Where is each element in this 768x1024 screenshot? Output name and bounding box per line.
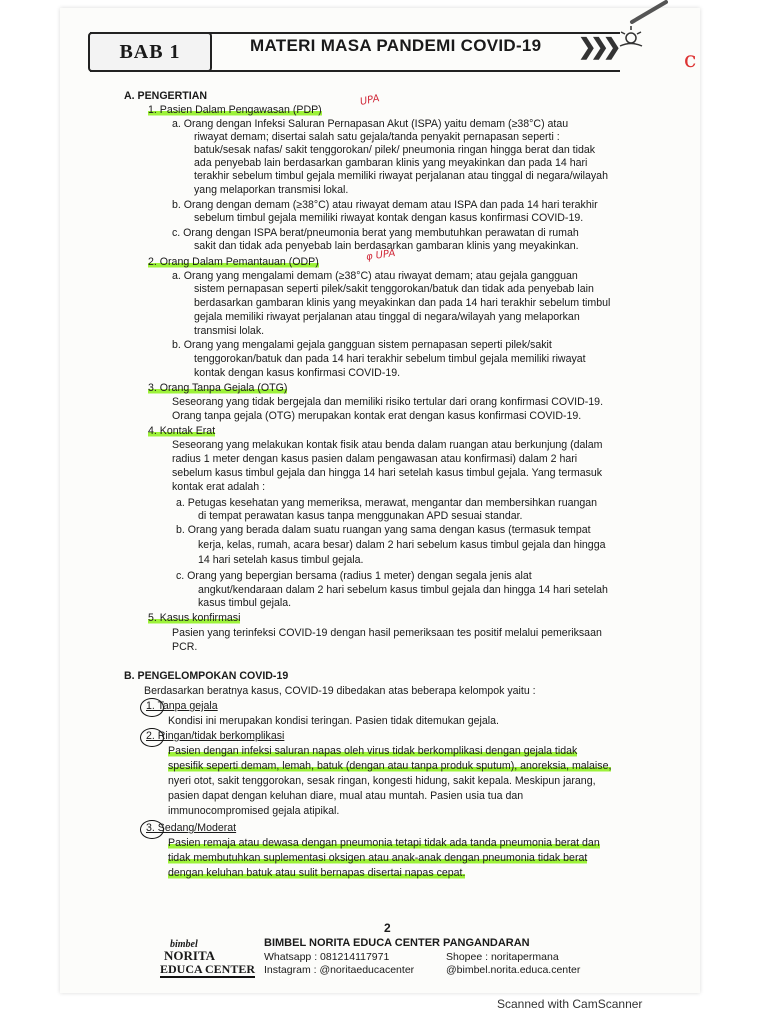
text-line: a. Orang yang mengalami demam (≥38°C) atau riwayat demam; atau gejala gangguan xyxy=(172,270,578,282)
text-line: 4. Kontak Erat xyxy=(148,425,216,437)
text-line: riwayat demam; disertai salah satu gejala/tanda penyakit pernapasan seperti : xyxy=(194,131,560,143)
handwritten-circle xyxy=(140,728,164,747)
footer-logo xyxy=(160,938,256,984)
chevron-arrows-icon: ❯❯❯ xyxy=(578,34,616,59)
text-line: c. Orang dengan ISPA berat/pneumonia berat yang membutuhkan perawatan di rumah xyxy=(172,227,579,239)
text-line: 2. Ringan/tidak berkomplikasi xyxy=(146,730,285,742)
text-line: a. Petugas kesehatan yang memeriksa, merawat, mengantar dan membersihkan ruangan xyxy=(176,497,598,509)
handwritten-note: UPA xyxy=(359,93,381,108)
text-line: kasus timbul gejala. xyxy=(198,597,292,609)
text-line: ada penyebab lain berdasarkan gambaran klinis yang meyakinkan dan pada 14 hari xyxy=(194,157,588,169)
chapter-label: BAB 1 xyxy=(88,32,212,72)
text-line: PCR. xyxy=(172,641,198,653)
text-line: kerja, kelas, rumah, acara besar) dalam 2 hari sebelum kasus timbul gejala dan hingga xyxy=(198,539,606,551)
text-line: Pasien remaja atau dewasa dengan pneumonia tetapi tidak ada tanda pneumonia berat dan xyxy=(168,837,600,849)
text-line: Seseorang yang tidak bergejala dan memiliki risiko tertular dari orang konfirmasi COVID-19. xyxy=(172,396,604,408)
text-line: 14 hari setelah kasus timbul gejala. xyxy=(198,554,364,566)
text-line: sebelum timbul gejala memiliki riwayat kontak dengan kasus konfirmasi COVID-19. xyxy=(194,212,584,224)
text-line: dengan keluhan batuk atau sulit bernapas disertai napas cepat. xyxy=(168,867,466,879)
text-line: Pasien yang terinfeksi COVID-19 dengan hasil pemeriksaan tes positif melalui pemeriksaan xyxy=(172,627,602,639)
footer-instagram: Instagram : @noritaeducacenter xyxy=(264,964,415,976)
text-line: 3. Sedang/Moderat xyxy=(146,822,237,834)
text-line: immunocompromised gejala atipikal. xyxy=(168,805,340,817)
text-line: spesifik seperti demam, lemah, batuk (dengan atau tanpa produk sputum), anoreksia, malaise, xyxy=(168,760,612,772)
page-number: 2 xyxy=(384,921,391,935)
text-line: b. Orang dengan demam (≥38°C) atau riwayat demam atau ISPA dan pada 14 hari terakhir xyxy=(172,199,598,211)
text-line: b. Orang yang berada dalam suatu ruangan yang sama dengan kasus (termasuk tempat xyxy=(176,524,591,536)
handwritten-note: φ UPA xyxy=(365,248,397,263)
text-line: b. Orang yang mengalami gejala gangguan sistem pernapasan seperti pilek/sakit xyxy=(172,339,552,351)
text-line: sakit dan tidak ada penyebab lain berdasarkan gambaran klinis yang meyakinkan. xyxy=(194,240,579,252)
text-line: batuk/sesak nafas/ sakit tenggorokan/ pilek/ pneumonia ringan hingga berat dan tidak xyxy=(194,144,596,156)
text-line: pasien dapat dengan keluhan diare, mual atau muntah. Pasien usia tua dan xyxy=(168,790,524,802)
text-line: sebelum kasus timbul gejala dan hingga 14 hari setelah kasus timbul gejala. Yang termasuk xyxy=(172,467,603,479)
logo-line: bimbel xyxy=(170,939,198,950)
text-line: kontak erat adalah : xyxy=(172,481,266,493)
text-line: Orang tanpa gejala (OTG) merupakan kontak erat dengan kasus konfirmasi COVID-19. xyxy=(172,410,582,422)
logo-line: EDUCA CENTER xyxy=(160,963,255,978)
text-line: radius 1 meter dengan kasus pasien dalam pengawasan atau konfirmasi) dalam 2 hari xyxy=(172,453,578,465)
text-line: Seseorang yang melakukan kontak fisik atau benda dalam ruangan atau berkunjung (dalam xyxy=(172,439,603,451)
text-line: 1. Tanpa gejala xyxy=(146,700,218,712)
text-line: gejala memiliki riwayat perjalanan atau tinggal di negara/wilayah yang melaporkan xyxy=(194,311,580,323)
text-line: 5. Kasus konfirmasi xyxy=(148,612,241,624)
text-line: kontak dengan kasus konfirmasi COVID-19. xyxy=(194,367,401,379)
footer-org: BIMBEL NORITA EDUCA CENTER PANGANDARAN xyxy=(264,937,530,949)
red-pen-mark: c xyxy=(684,48,697,73)
text-line: Kondisi ini merupakan kondisi teringan. Pasien tidak ditemukan gejala. xyxy=(168,715,499,727)
chapter-title: MATERI MASA PANDEMI COVID-19 xyxy=(250,36,542,55)
text-line: 3. Orang Tanpa Gejala (OTG) xyxy=(148,382,288,394)
footer-whatsapp: Whatsapp : 081214117971 xyxy=(264,951,390,963)
text-line: terakhir sebelum timbul gejala memiliki riwayat perjalanan atau tinggal di negara/wilayah xyxy=(194,170,608,182)
text-line: sistem pernapasan seperti pilek/sakit tenggorokan/batuk dan tidak ada penyebab lain xyxy=(194,283,594,295)
text-line: 2. Orang Dalam Pemantauan (ODP) xyxy=(148,256,319,268)
text-line: tidak membutuhkan suplementasi oksigen atau anak-anak dengan pneumonia tidak berat xyxy=(168,852,588,864)
text-line: tenggorokan/batuk dan pada 14 hari terakhir sebelum timbul gejala memiliki riwayat xyxy=(194,353,586,365)
text-line: nyeri otot, sakit tenggorokan, sesak ringan, kongesti hidung, sakit kepala. Meskipun jarang, xyxy=(168,775,596,787)
text-line: Berdasarkan beratnya kasus, COVID-19 dibedakan atas beberapa kelompok yaitu : xyxy=(144,685,536,697)
footer-instagram-handle: @bimbel.norita.educa.center xyxy=(446,964,581,976)
text-line: a. Orang dengan Infeksi Saluran Pernapasan Akut (ISPA) yaitu demam (≥38°C) atau xyxy=(172,118,569,130)
text-line: 1. Pasien Dalam Pengawasan (PDP) xyxy=(148,104,322,116)
text-line: Pasien dengan infeksi saluran napas oleh virus tidak berkomplikasi dengan gejala tidak xyxy=(168,745,578,757)
section-b-title: B. PENGELOMPOKAN COVID-19 xyxy=(124,670,289,682)
section-a-title: A. PENGERTIAN xyxy=(124,90,207,102)
footer-shopee: Shopee : noritapermana xyxy=(446,951,559,963)
text-line: berdasarkan gambaran klinis yang meyakinkan dan pada 14 hari terakhir sebelum timbul xyxy=(194,297,611,309)
text-line: yang melaporkan transmisi lokal. xyxy=(194,184,349,196)
text-line: angkut/kendaraan dalam 2 hari sebelum kasus timbul gejala dan hingga 14 hari setelah xyxy=(198,584,608,596)
handwritten-circle xyxy=(140,820,164,839)
text-line: transmisi lolak. xyxy=(194,325,265,337)
scanner-watermark: Scanned with CamScanner xyxy=(497,997,643,1011)
logo-line: NORITA xyxy=(164,948,216,963)
text-line: di tempat perawatan kasus tanpa menggunakan APD sesuai standar. xyxy=(198,510,523,522)
handwritten-circle xyxy=(140,698,164,717)
text-line: c. Orang yang bepergian bersama (radius 1 meter) dengan segala jenis alat xyxy=(176,570,532,582)
